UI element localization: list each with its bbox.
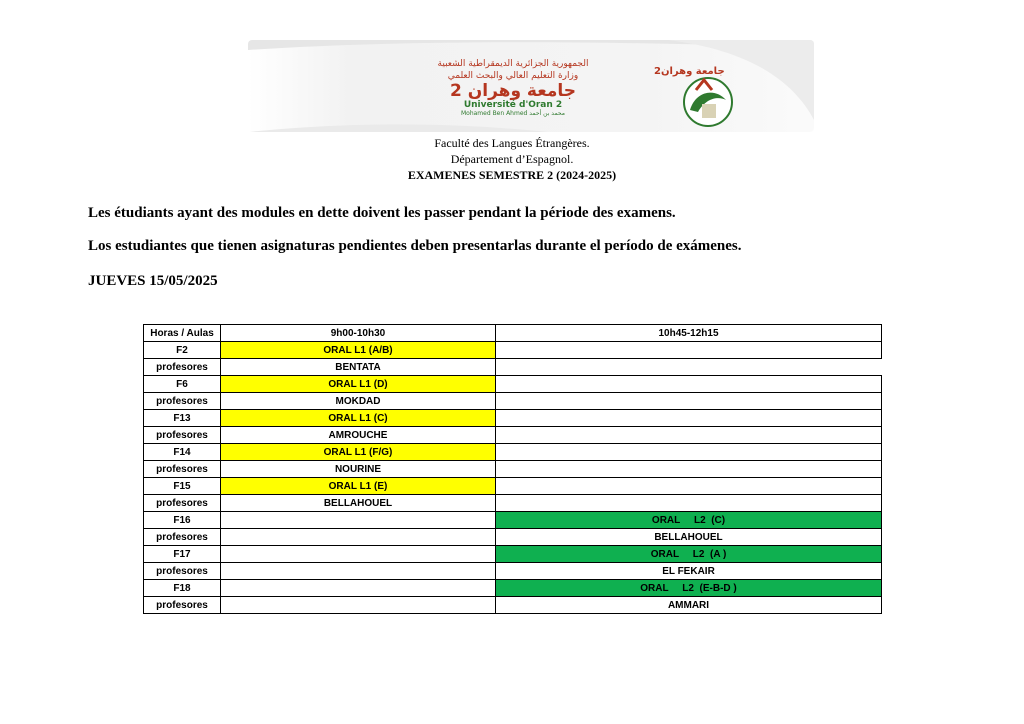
table-row [144,359,882,376]
exam-cell [496,376,882,393]
prof-label-cell: profesores [144,359,221,376]
table-row [144,410,882,427]
prof-cell [496,495,882,512]
room-cell: F6 [144,376,221,393]
exam-cell: ORAL L2 (A ) [496,546,882,563]
university-logo [646,60,736,130]
prof-cell: EL FEKAIR [496,563,882,580]
exam-cell: ORAL L1 (D) [221,376,496,393]
exam-cell: ORAL L1 (A/B) [221,342,496,359]
exam-date: JUEVES 15/05/2025 [88,273,218,289]
table-row [144,461,882,478]
prof-label-cell: profesores [144,529,221,546]
table-row [144,563,882,580]
university-letterhead [423,58,603,118]
table-row [144,580,882,597]
header-slot-1: 9h00-10h30 [221,325,496,342]
prof-label-cell: profesores [144,597,221,614]
prof-label-cell: profesores [144,461,221,478]
prof-label-cell: profesores [144,563,221,580]
exam-cell [221,580,496,597]
prof-cell [221,563,496,580]
room-cell: F18 [144,580,221,597]
table-row [144,393,882,410]
prof-cell [496,359,882,376]
exam-cell: ORAL L2 (C) [496,512,882,529]
header-rooms: Horas / Aulas [144,325,221,342]
prof-cell [496,461,882,478]
arabic-line-2: وزارة التعليم العالي والبحث العلمي [447,71,579,81]
prof-cell: NOURINE [221,461,496,478]
table-row [144,427,882,444]
table-row [144,342,882,359]
exam-cell [496,342,882,359]
room-cell: F14 [144,444,221,461]
exam-cell: ORAL L1 (C) [221,410,496,427]
table-header-row [144,325,882,342]
arabic-line-1: الجمهورية الجزائرية الديمقراطية الشعبية [437,59,589,69]
exam-cell [496,410,882,427]
exam-schedule-table [143,324,882,614]
prof-label-cell: profesores [144,495,221,512]
prof-cell [221,529,496,546]
exam-cell [496,478,882,495]
exam-cell: ORAL L1 (F/G) [221,444,496,461]
prof-label-cell: profesores [144,393,221,410]
table-row [144,478,882,495]
logo-emblem-icon [646,60,736,130]
exam-cell: ORAL L1 (E) [221,478,496,495]
exam-cell [221,512,496,529]
exam-cell: ORAL L2 (E-B-D ) [496,580,882,597]
prof-label-cell: profesores [144,427,221,444]
exams-title: EXAMENES SEMESTRE 2 (2024-2025) [407,168,617,182]
header-slot-2: 10h45-12h15 [496,325,882,342]
university-name-fr: Université d'Oran 2 [463,100,563,110]
arabic-university-name: جامعة وهران 2 [449,81,576,101]
room-cell: F16 [144,512,221,529]
university-subtitle: Mohamed Ben Ahmed محمد بن أحمد [460,110,566,117]
prof-cell: BENTATA [221,359,496,376]
prof-cell: BELLAHOUEL [221,495,496,512]
table-row [144,597,882,614]
table-row [144,376,882,393]
prof-cell: MOKDAD [221,393,496,410]
prof-cell: AMMARI [496,597,882,614]
room-cell: F15 [144,478,221,495]
room-cell: F13 [144,410,221,427]
table-row [144,529,882,546]
header-banner [248,40,814,132]
prof-cell [496,427,882,444]
table-row [144,495,882,512]
department-name: Département d’Espagnol. [450,152,574,166]
table-row [144,444,882,461]
room-cell: F2 [144,342,221,359]
room-cell: F17 [144,546,221,563]
prof-cell: AMROUCHE [221,427,496,444]
note-french: Les étudiants ayant des modules en dette doivent les passer pendant la période des examens. [88,205,676,221]
prof-cell: BELLAHOUEL [496,529,882,546]
table-row [144,546,882,563]
prof-cell [496,393,882,410]
exam-cell [496,444,882,461]
note-spanish: Los estudiantes que tienen asignaturas pendientes deben presentarlas durante el período de exámenes. [88,238,742,254]
table-row [144,512,882,529]
logo-title: جامعة وهران2 [654,66,725,77]
faculty-name: Faculté des Langues Étrangères. [434,136,590,150]
exam-cell [221,546,496,563]
prof-cell [221,597,496,614]
